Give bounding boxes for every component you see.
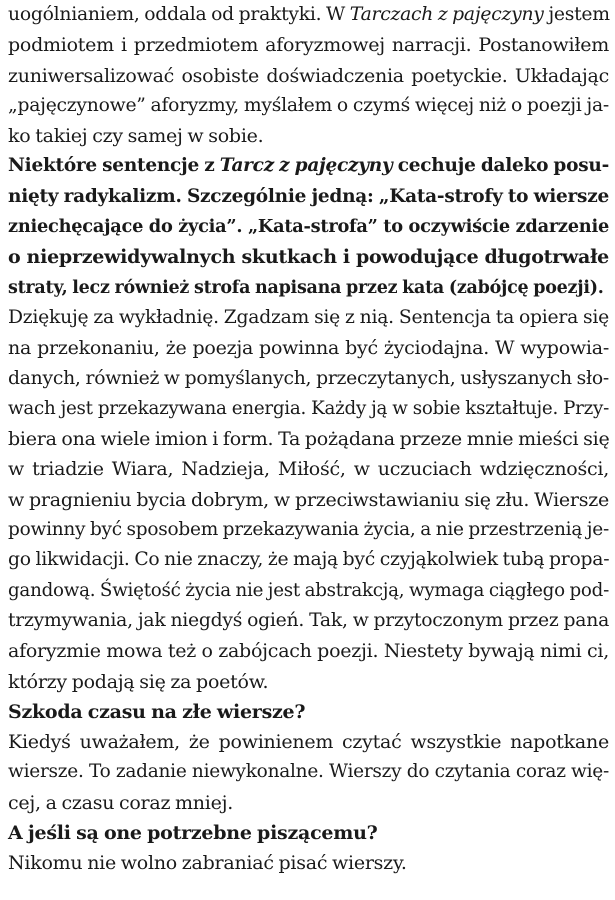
text-line: Dziękuję za wykładnię. Zgadzam się z nią. Sentencja ta opiera się xyxy=(8,306,609,328)
text-line: trzymywania, jak niegdyś ogień. Tak, w przytoczonym przez pana xyxy=(8,609,609,631)
text-line: wiersze. To zadanie niewykonalne. Wierszy do czytania coraz wię- xyxy=(8,761,609,783)
answer-paragraph xyxy=(8,0,609,151)
text-line: straty, lecz również strofa napisana przez kata (zabójcę poezji). xyxy=(8,277,604,298)
text-line: w pragnieniu bycia dobrym, w przeciwstawianiu się złu. Wiersze xyxy=(8,488,609,511)
answer-paragraph xyxy=(8,848,609,878)
text-line: wach jest przekazywana energia. Każdy ją w sobie kształtuje. Przy- xyxy=(8,397,609,419)
text-line: Niektóre sentencje z Tarcz z pajęczyny cechuje daleko posu- xyxy=(8,155,609,177)
text-line: aforyzmie mowa też o zabójcach poezji. Niestety bywają nimi ci, xyxy=(8,640,609,663)
answer-paragraph xyxy=(8,303,609,697)
text-line: Szkoda czasu na złe wiersze? xyxy=(8,700,306,723)
text-line: go likwidacji. Co nie znaczy, że mają być czyjąkolwiek tubą propa- xyxy=(8,549,610,571)
text-line: ko takiej czy samej w sobie. xyxy=(8,125,264,148)
text-line: Kiedyś uważałem, że powinienem czytać wszystkie napotkane xyxy=(8,731,609,754)
text-line: A jeśli są one potrzebne piszącemu? xyxy=(8,822,378,845)
question-paragraph xyxy=(8,151,609,302)
text-line: Nikomu nie wolno zabraniać pisać wierszy. xyxy=(8,852,407,875)
book-title: Tarczach z pajęczyny xyxy=(349,4,544,25)
question-paragraph xyxy=(8,697,609,727)
text-line: cej, a czasu coraz mniej. xyxy=(8,791,234,814)
text-line: zniechęcające do życia”. „Kata-strofa” to oczywiście zdarzenie xyxy=(8,216,609,238)
text-line: powinny być sposobem przekazywania życia, a nie przestrzenią je- xyxy=(8,519,609,541)
text-line: którzy podają się za poetów. xyxy=(8,670,269,693)
text-line: o nieprzewidywalnych skutkach i powodujące długotrwałe xyxy=(8,246,609,269)
text-line: biera ona wiele imion i form. Ta pożądana przeze mnie mieści się xyxy=(8,428,610,451)
text-line: „pajęczynowe” aforyzmy, myślałem o czymś więcej niż o poezji ja- xyxy=(8,94,609,116)
text-line: w triadzie Wiara, Nadzieja, Miłość, w uczuciach wdzięczności, xyxy=(8,458,609,481)
text-line: danych, również w pomyślanych, przeczytanych, usłyszanych sło- xyxy=(8,367,609,389)
text-line: gandową. Świętość życia nie jest abstrakcją, wymaga ciągłego pod- xyxy=(8,579,609,601)
text-line: na przekonaniu, że poezja powinna być życiodajna. W wypowia- xyxy=(8,337,609,360)
book-title: Tarcz z pajęczyny xyxy=(219,155,393,177)
text-line: nięty radykalizm. Szczególnie jedną: „Kata-strofy to wiersze xyxy=(8,185,609,207)
text-line: uogólnianiem, oddala od praktyki. W Tarczach z pajęczyny jestem xyxy=(8,4,610,25)
answer-paragraph xyxy=(8,727,609,818)
question-paragraph xyxy=(8,818,609,848)
text-line: podmiotem i przedmiotem aforyzmowej narracji. Postanowiłem xyxy=(8,34,609,57)
text-line: zuniwersalizować osobiste doświadczenia poetyckie. Układając xyxy=(8,64,609,87)
